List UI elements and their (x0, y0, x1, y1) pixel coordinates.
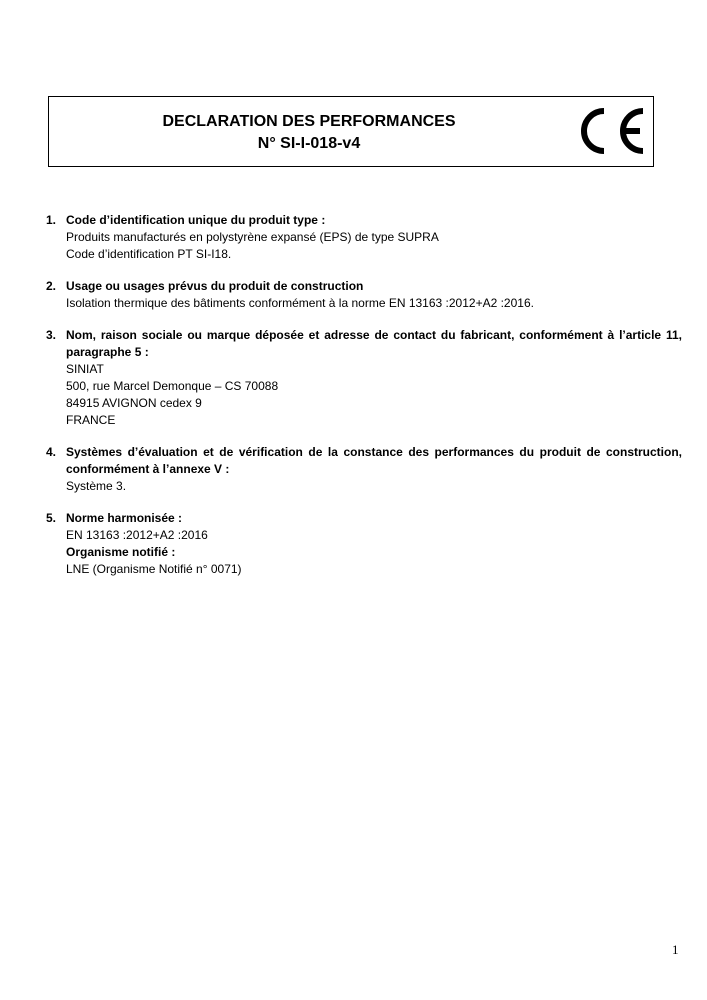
section-4 (46, 444, 682, 495)
document-title (49, 111, 569, 155)
sections-list (46, 212, 682, 593)
section-1 (46, 212, 682, 263)
section-number: 3. (46, 328, 57, 342)
section-body (66, 212, 682, 263)
section-line: SINIAT (66, 362, 104, 376)
section-number: 5. (46, 511, 57, 525)
section-title: Usage ou usages prévus du produit de construction (66, 279, 364, 293)
section-line: Produits manufacturés en polystyrène expansé (EPS) de type SUPRA (66, 230, 439, 244)
page-number: 1 (672, 942, 679, 957)
section-line: 500, rue Marcel Demonque – CS 70088 (66, 379, 279, 393)
section-line: Code d’identification PT SI-I18. (66, 247, 232, 261)
section-3 (46, 327, 682, 429)
section-line: LNE (Organisme Notifié n° 0071) (66, 562, 242, 576)
ce-mark-icon (571, 103, 651, 159)
section-2 (46, 278, 682, 312)
section-body (66, 510, 682, 578)
section-line: FRANCE (66, 413, 116, 427)
section-title: Norme harmonisée : (66, 511, 183, 525)
section-line: EN 13163 :2012+A2 :2016 (66, 528, 208, 542)
section-subtitle: Organisme notifié : (66, 545, 176, 559)
section-title: Code d’identification unique du produit type : (66, 213, 326, 227)
header-box (48, 96, 654, 167)
section-line: Isolation thermique des bâtiments conformément à la norme EN 13163 :2012+A2 :2016. (66, 296, 534, 310)
section-title: Nom, raison sociale ou marque déposée et adresse de contact du fabricant, conformément à l’article 11, paragraphe 5 : (66, 328, 682, 359)
section-number: 4. (46, 445, 57, 459)
section-body (66, 444, 682, 495)
section-line: 84915 AVIGNON cedex 9 (66, 396, 202, 410)
section-title: Systèmes d’évaluation et de vérification de la constance des performances du produit de construction, conformément à l’annexe V : (66, 445, 682, 476)
section-number: 2. (46, 279, 57, 293)
section-number: 1. (46, 213, 57, 227)
title-line-2: N° SI-I-018-v4 (257, 135, 361, 152)
section-body (66, 327, 682, 429)
section-body (66, 278, 682, 312)
section-5 (46, 510, 682, 578)
title-line-1: DECLARATION DES PERFORMANCES (162, 113, 456, 130)
section-line: Système 3. (66, 479, 127, 493)
